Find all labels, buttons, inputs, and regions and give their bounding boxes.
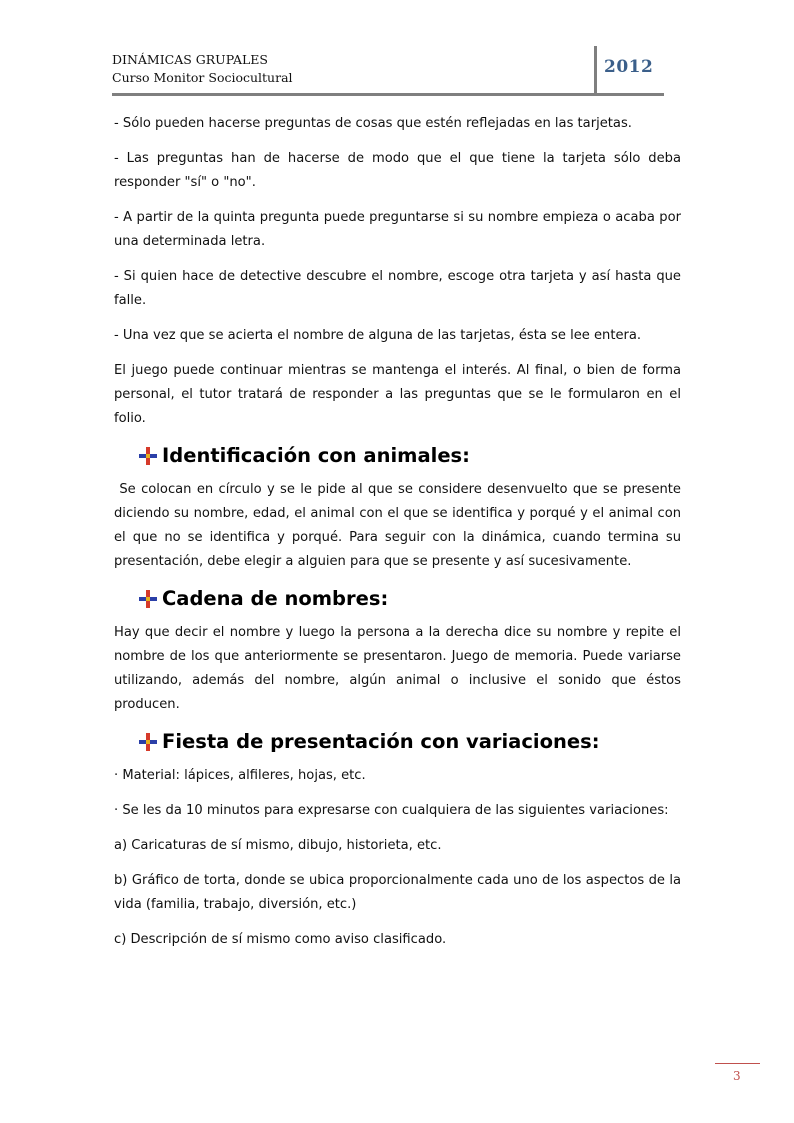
rule-paragraph: - Sólo pueden hacerse preguntas de cosas que estén reflejadas en las tarjetas.	[114, 116, 632, 131]
rule-paragraph: - Si quien hace de detective descubre el nombre, escoge otra tarjeta y así hasta que falle.	[114, 269, 681, 308]
section-paragraph: Se colocan en círculo y se le pide al que se considere desenvuelto que se presente diciendo su nombre, edad, el animal con el que se identifica y porqué y el animal con el que no se identifica y porqué. Para seguir con la dinámica, cuando termina su presentación, debe elegir a alguien para que se presente y así sucesivamente.	[114, 482, 686, 569]
closing-paragraph: El juego puede continuar mientras se mantenga el interés. Al final, o bien de forma personal, el tutor tratará de responder a las preguntas que se le formularon en el folio.	[114, 363, 681, 426]
page-header	[112, 50, 664, 96]
rule-paragraph: - Las preguntas han de hacerse de modo que el que tiene la tarjeta sólo deba responder "sí" o "no".	[114, 151, 681, 190]
section-paragraph: Hay que decir el nombre y luego la persona a la derecha dice su nombre y repite el nombre de los que anteriormente se presentaron. Juego de memoria. Puede variarse utilizando, además del nombre, algún animal o inclusive el sonido que éstos producen.	[114, 625, 681, 712]
section-heading	[138, 442, 681, 470]
list-item: · Material: lápices, alfileres, hojas, etc.	[114, 768, 366, 783]
section-heading-text: Identificación con animales:	[162, 444, 470, 467]
page-body	[114, 112, 686, 963]
colored-cross-bullet-icon	[138, 446, 158, 466]
rule-paragraph: - Una vez que se acierta el nombre de alguna de las tarjetas, ésta se lee entera.	[114, 328, 642, 343]
section-heading-text: Fiesta de presentación con variaciones:	[162, 730, 600, 753]
rule-paragraph: - A partir de la quinta pregunta puede preguntarse si su nombre empieza o acaba por una determinada letra.	[114, 210, 681, 249]
section-heading	[138, 728, 681, 756]
list-item: · Se les da 10 minutos para expresarse con cualquiera de las siguientes variaciones:	[114, 803, 669, 818]
colored-cross-bullet-icon	[138, 589, 158, 609]
header-title: DINÁMICAS GRUPALES	[112, 52, 268, 67]
section-heading-text: Cadena de nombres:	[162, 587, 389, 610]
colored-cross-bullet-icon	[138, 732, 158, 752]
header-vertical-rule	[594, 46, 597, 94]
footer-rule	[715, 1063, 760, 1064]
header-year: 2012	[604, 57, 654, 77]
list-item: a) Caricaturas de sí mismo, dibujo, historieta, etc.	[114, 838, 442, 853]
page-number: 3	[733, 1069, 741, 1083]
list-item: b) Gráfico de torta, donde se ubica proporcionalmente cada uno de los aspectos de la vida (familia, trabajo, diversión, etc.)	[114, 873, 681, 912]
section-heading	[138, 585, 681, 613]
header-horizontal-rule	[112, 93, 664, 96]
list-item: c) Descripción de sí mismo como aviso clasificado.	[114, 932, 447, 947]
header-subtitle: Curso Monitor Sociocultural	[112, 70, 293, 85]
